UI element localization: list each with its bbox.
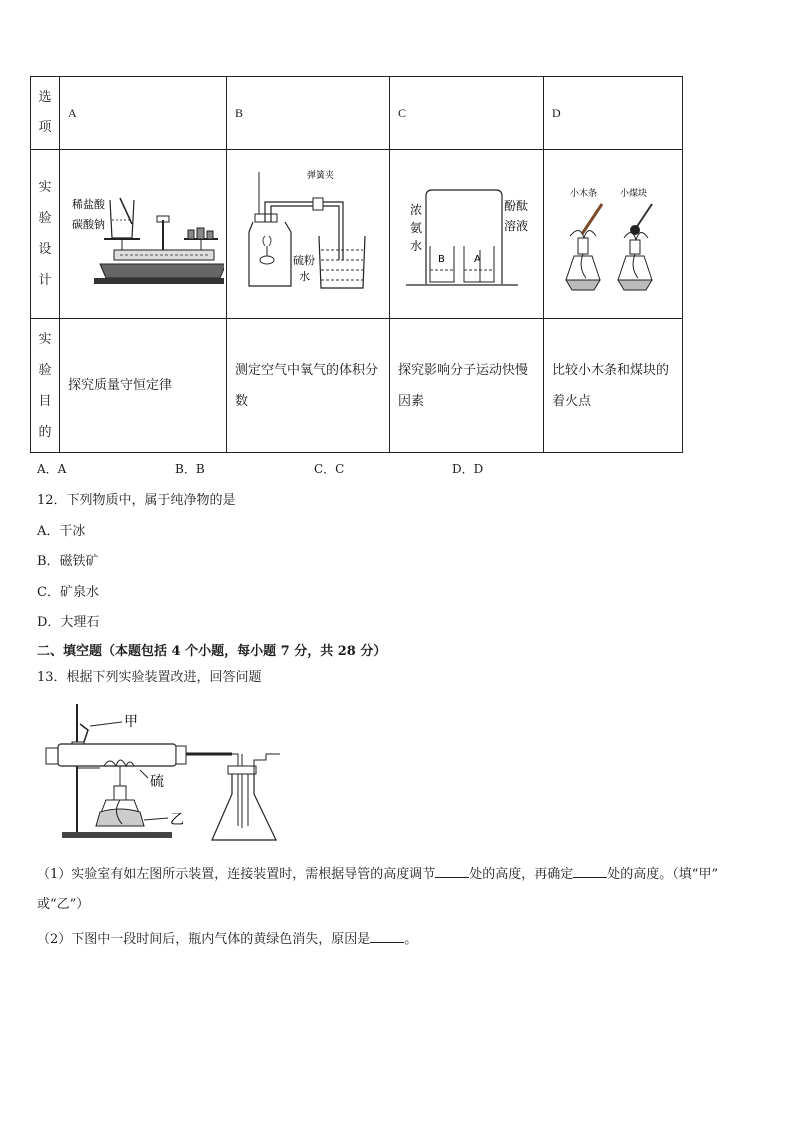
answer-choice-d: D．D	[452, 462, 484, 476]
section-2-heading: 二、填空题（本题包括 4 个小题，每小题 7 分，共 28 分）	[37, 644, 387, 659]
q12-choice-d: D．大理石	[37, 615, 100, 630]
label-beaker-b: B	[438, 254, 445, 265]
option-c: C	[390, 77, 544, 150]
experiment-table	[30, 76, 683, 453]
label-wood: 小木条	[570, 189, 598, 199]
goal-d: 比较小木条和煤块的着火点	[544, 319, 683, 453]
label-clip: 弹簧夹	[307, 171, 335, 181]
q12-choice-b: B．磁铁矿	[37, 554, 99, 569]
design-row	[31, 150, 683, 319]
label-sulfur: 硫	[150, 774, 164, 790]
molecule-motion-figure	[390, 150, 541, 314]
answer-choice-a: A．A	[37, 462, 67, 476]
blank-2[interactable]	[573, 865, 607, 878]
sulfur-combustion-apparatus-figure	[40, 700, 300, 850]
label-ammonia-3: 水	[410, 239, 423, 253]
q13-part1-line2: 或“乙”）	[37, 897, 90, 912]
label-water: 水	[299, 270, 310, 283]
option-a: A	[60, 77, 227, 150]
blank-3[interactable]	[370, 930, 404, 943]
label-coal: 小煤块	[620, 189, 648, 199]
design-c-image	[390, 150, 544, 319]
goal-a: 探究质量守恒定律	[60, 319, 227, 453]
goal-row	[31, 319, 683, 453]
label-yi: 乙	[170, 812, 184, 828]
q12-choice-c: C．矿泉水	[37, 585, 99, 600]
ignition-point-figure	[544, 150, 680, 314]
q13-part1-line1: （1）实验室有如左图所示装置，连接装置时，需根据导管的高度调节 处的高度，再确定 处的高度。（填“甲”	[37, 867, 719, 882]
oxygen-apparatus-figure	[227, 150, 387, 314]
row-header-goal: 实验目的	[31, 319, 60, 453]
design-a-image	[60, 150, 227, 319]
row-header-options: 选项	[31, 77, 60, 150]
label-phenol-1: 酚酞	[504, 199, 529, 213]
option-d: D	[544, 77, 683, 150]
label-jia: 甲	[124, 714, 138, 730]
balance-apparatus-figure	[60, 150, 224, 314]
label-sulfur-powder: 硫粉	[293, 254, 315, 267]
question-13-stem: 13．根据下列实验装置改进，回答问题	[37, 670, 262, 685]
question-12-stem: 12．下列物质中，属于纯净物的是	[37, 493, 236, 508]
label-carbonate: 碳酸钠	[72, 218, 105, 231]
answer-choice-b: B．B	[175, 462, 205, 476]
q13-part2: （2）下图中一段时间后，瓶内气体的黄绿色消失，原因是 。	[37, 932, 418, 947]
label-ammonia-2: 氨	[410, 221, 423, 235]
answer-choice-c: C．C	[314, 462, 345, 476]
options-row	[31, 77, 683, 150]
q12-choice-a: A．干冰	[37, 524, 86, 539]
option-b: B	[227, 77, 390, 150]
label-beaker-a: A	[474, 254, 481, 265]
label-phenol-2: 溶液	[504, 219, 529, 233]
design-d-image	[544, 150, 683, 319]
design-b-image	[227, 150, 390, 319]
goal-b: 测定空气中氧气的体积分数	[227, 319, 390, 453]
blank-1[interactable]	[435, 865, 469, 878]
goal-c: 探究影响分子运动快慢因素	[390, 319, 544, 453]
label-acid: 稀盐酸	[72, 198, 105, 211]
label-ammonia-1: 浓	[410, 203, 423, 217]
row-header-design: 实验设计	[31, 150, 60, 319]
